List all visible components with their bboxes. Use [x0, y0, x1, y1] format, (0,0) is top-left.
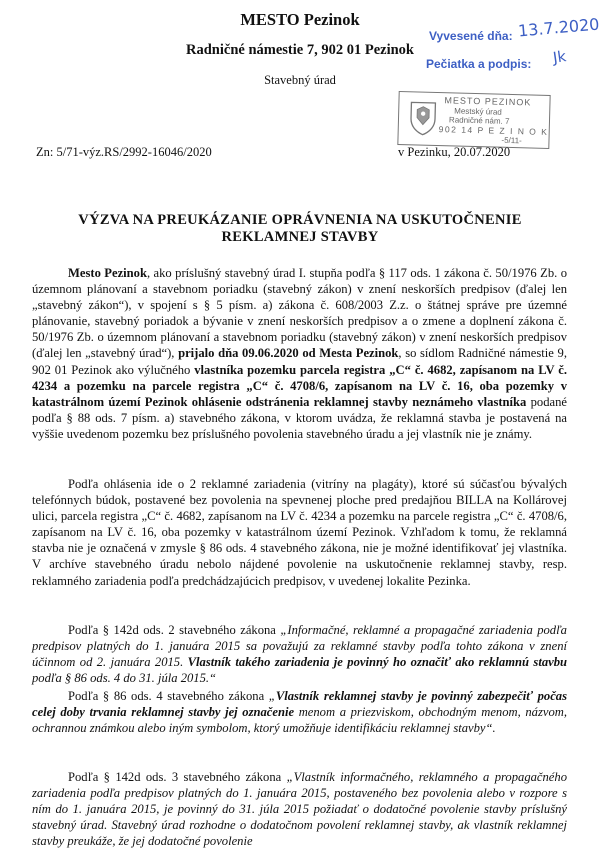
paragraph-text-run: Podľa § 142d ods. 2 stavebného zákona	[68, 623, 281, 637]
paragraph-text-run: , so sídlom Radničné námestie 9, 902 01 Pezinok ako výlučného	[32, 346, 567, 377]
stamp-text-line1: MESTO PEZINOK	[444, 95, 532, 108]
office-address: Radničné námestie 7, 902 01 Pezinok	[186, 42, 414, 58]
paragraph-text-run: „	[268, 689, 276, 703]
stamp-text-line3: Radničné nám. 7	[448, 115, 510, 126]
stamp-text-line2: Mestský úrad	[454, 106, 502, 117]
paragraph-text-run: Podľa § 142d ods. 3 stavebného zákona	[68, 770, 287, 784]
paragraph-text-run: Vlastník takého zariadenia je povinný ho označiť ako reklamnú stavbu	[187, 655, 568, 670]
paragraph-text-run: podané podľa § 88 ods. 7 písm. a) stavebného zákona, v ktorom uvádza, že reklamná stavba je postavená na vyššie uvedenom pozemku bez príslušného povolenia stavebného úradu a jej vlastník nie je známy.	[32, 394, 568, 441]
stamp-text-line4: 902 14 P E Z I N O K	[438, 124, 549, 137]
stamp-signature-label: Pečiatka a podpis:	[426, 57, 532, 71]
paragraph-text-run: Mesto Pezinok	[68, 266, 147, 280]
paragraph-text-run: Podľa § 86 ods. 4 stavebného zákona	[68, 689, 269, 703]
page-title: MESTO Pezinok	[240, 10, 360, 29]
posted-date-label: Vyvesené dňa:	[429, 29, 513, 43]
paragraph-3	[32, 622, 567, 686]
paragraph-5	[32, 769, 567, 849]
handwritten-signature: Jk	[551, 47, 568, 67]
posted-date-handwritten: 13.7.2020	[517, 14, 600, 41]
paragraph-text-run: prijalo dňa 09.06.2020 od Mesta Pezinok	[178, 346, 399, 361]
paragraph-2	[32, 476, 567, 589]
paragraph-text-run: Vlastník reklamnej stavby je povinný zabezpečiť počas celej doby trvania reklamnej stavby jej označenie	[32, 689, 567, 720]
paragraph-text-run: menom a priezviskom, obchodným menom, názvom, ochrannou známkou alebo iným symbolom, ktorý umožňuje identifikáciu reklamnej stavby“.	[32, 705, 567, 736]
stamp-text-line5: -5/11-	[501, 135, 522, 146]
paragraph-text-run: podľa § 86 ods. 4 do 31. júla 2015.“	[32, 671, 217, 686]
paragraph-4	[32, 688, 567, 736]
office-stamp	[397, 91, 550, 149]
document-heading: VÝZVA NA PREUKÁZANIE OPRÁVNENIA NA USKUTOČNENIE REKLAMNEJ STAVBY	[78, 212, 522, 245]
coat-of-arms-icon	[409, 100, 438, 137]
office-name: Stavebný úrad	[264, 73, 336, 87]
paragraph-text-run: , ako príslušný stavebný úrad I. stupňa podľa § 117 ods. 1 zákona č. 50/1976 Zb. o územnom plánovaní a stavebnom poriadku (stavebný zákon) v znení neskorších predpisov (ďalej len „stavebný zákon“), v spojení s § 5 písm. a) zákona č. 608/2003 Z.z. o štátnej správe pre územné plánovanie, stavebný poriadok a bývanie v znení neskorších predpisov a o zmene a doplnení zákona č. 50/1976 Zb. o územnom plánovaní a stavebnom poriadku (stavebný zákon) v znení neskorších predpisov (ďalej len „stavebný úrad“),	[32, 266, 567, 361]
paragraph-text-run: vlastníka pozemku parcela registra „C“ č. 4682, zapísanom na LV č. 4234 a pozemku na parcele registra „C“ č. 4708/6, zapísanom na LV č. 16, oba pozemky v katastrálnom území Pezinok ohlásenie odstránenia reklamnej stavby neznámeho vlastníka	[32, 362, 567, 409]
paragraph-text-run: Podľa ohlásenia ide o 2 reklamné zariadenia (vitríny na plagáty), ktoré sú súčasťou bývalých telefónnych búdok, postavené bez povolenia na spevnenej ploche pred predajňou BILLA na Kollárovej ulici, parcela registra „C“ č. 4682, zapísanom na LV č. 4234 a pozemku na parcele registra „C“ č. 4708/6, zapísanom na LV č. 16, oba pozemky v katastrálnom území Pezinok. Vzhľadom k tomu, že reklamná stavba nie je označená v zmysle § 86 ods. 4 stavebného zákona, nie je možné identifikovať jej vlastníka. V archíve stavebného úradu nebolo nájdené povolenie na uskutočnenie reklamnej stavby, resp. reklamného zariadenia podľa predchádzajúcich predpisov, v uvedenej lokalite Pezinka.	[32, 477, 567, 588]
reference-number: Zn: 5/71-výz.RS/2992-16046/2020	[36, 145, 212, 159]
place-and-date: v Pezinku, 20.07.2020	[398, 145, 511, 159]
paragraph-1	[32, 265, 567, 442]
paragraph-text-run: „Vlastník informačného, reklamného a propagačného zariadenia podľa predpisov platných do 1. januára 2015, postaveného bez povolenia alebo v rozpore s ním do 1. januára 2015, je povinný do 31. júla 2015 požiadať o dodatočné povolenie stavby príslušný stavebný úrad. Stavebný úrad rozhodne o dodatočnom povolení reklamnej stavby, ak vlastník reklamnej stavby preukáže, že jej dodatočné povolenie	[32, 770, 567, 849]
paragraph-text-run: „Informačné, reklamné a propagačné zariadenia podľa predpisov platných do 1. januára 2015 sa považujú za reklamné stavby podľa tohto zákona v znení účinnom od 2. januára 2015.	[32, 623, 567, 670]
